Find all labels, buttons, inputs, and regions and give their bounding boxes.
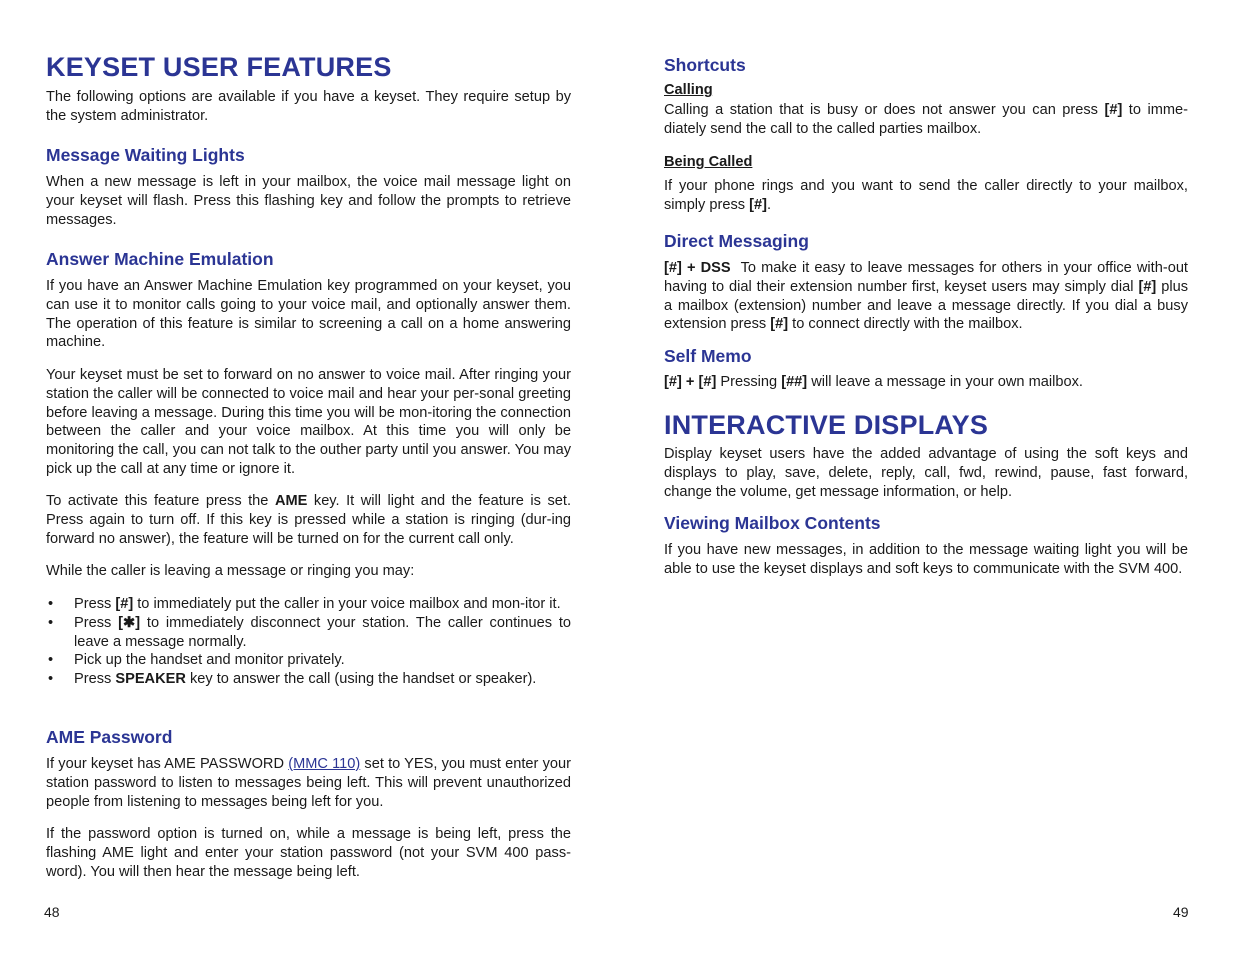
page-title: KEYSET USER FEATURES [46, 52, 392, 82]
bullet: • [48, 596, 54, 612]
list-item: • Press SPEAKER key to answer the call (using the handset or speaker). [48, 671, 537, 688]
bullet: • [48, 614, 54, 631]
bullet: • [48, 671, 54, 688]
page-number-right: 49 [1173, 904, 1189, 920]
section-heading-shortcuts: Shortcuts [664, 55, 746, 75]
ame-paragraph-4: While the caller is leaving a message or ringing you may: [46, 563, 415, 579]
ame-paragraph-1: If you have an Answer Machine Emulation key programmed on your keyset, you can use it to monitor calls going to your voice mail, and optionally answer them. The operation of this feature is similar to screening a call on a home answering machine. [46, 278, 571, 351]
section-heading-message-waiting-lights: Message Waiting Lights [46, 145, 245, 165]
ame-password-paragraph-2: If the password option is turned on, while a message is being left, press the flashing AME light and enter your station password (not your SVM 400 pass-word). You will then hear the message being left. [46, 826, 571, 880]
viewing-mailbox-paragraph: If you have new messages, in addition to the message waiting light you will be able to use the keyset displays and soft keys to communicate with the SVM 400. [664, 542, 1188, 577]
self-memo-paragraph: [#] + [#] Pressing [##] will leave a message in your own mailbox. [664, 374, 1083, 390]
direct-messaging-paragraph: [#] + DSS To make it easy to leave messages for others in your office with-out having to dial their extension number first, keyset users may simply dial [#] plus a mailbox (extension) number and leave a message directly. If you dial a busy extension press [#] to connect directly with the mailbox. [664, 260, 1193, 333]
list-item: • Pick up the handset and monitor privately. [48, 652, 345, 669]
bullet: • [48, 652, 54, 669]
section-heading-viewing-mailbox-contents: Viewing Mailbox Contents [664, 513, 881, 533]
section-title-interactive-displays: INTERACTIVE DISPLAYS [664, 410, 989, 440]
subheading-calling: Calling [664, 82, 713, 98]
mmc-110-link[interactable]: (MMC 110) [288, 756, 361, 772]
ame-paragraph-2: Your keyset must be set to forward on no answer to voice mail. After ringing your station the caller will be connected to voice mail and hear your per-sonal greeting before leaving a message. During this time you will be mon-itoring the connection between the caller and your voice mailbox. At this time you will only be monitoring the call, you can not talk to the outher party until you answer. You may pick up the call at any time or ignore it. [46, 367, 571, 477]
list-item: • Press [#] to immediately put the caller in your voice mailbox and mon-itor it. [48, 596, 561, 612]
section-heading-direct-messaging: Direct Messaging [664, 231, 809, 251]
message-waiting-paragraph: When a new message is left in your mailbox, the voice mail message light on your keyset will flash. Press this flashing key and follow the prompts to retrieve messages. [46, 174, 571, 228]
section-heading-answer-machine-emulation: Answer Machine Emulation [46, 249, 274, 269]
interactive-displays-paragraph: Display keyset users have the added advantage of using the soft keys and displays to play, save, delete, reply, call, fwd, rewind, pause, fast forward, change the volume, get message information, or help. [664, 446, 1188, 500]
ame-key-label: AME [274, 493, 308, 509]
ame-options-list [46, 595, 571, 689]
section-heading-self-memo: Self Memo [664, 346, 752, 366]
section-heading-ame-password: AME Password [46, 727, 173, 747]
ame-paragraph-3: To activate this feature press the AME key. It will light and the feature is set. Press again to turn off. If this key is pressed while a station is ringing (dur-ing forward no answer), the feature will be turned on for the current call only. [46, 493, 571, 547]
page-number-left: 48 [44, 904, 60, 920]
list-item: • Press [✱] to immediately disconnect your station. The caller continues to leave a message normally. [48, 614, 572, 650]
calling-paragraph: Calling a station that is busy or does not answer you can press [#] to imme-diately send the call to the called parties mailbox. [664, 102, 1188, 137]
being-called-paragraph: If your phone rings and you want to send the caller directly to your mailbox, simply press [#]. [664, 178, 1188, 213]
ame-password-paragraph-1: If your keyset has AME PASSWORD (MMC 110) set to YES, you must enter your station password to listen to messages being left. This will prevent unauthorized people from listening to messages being left for you. [46, 756, 571, 810]
subheading-being-called: Being Called [664, 154, 753, 170]
intro-paragraph: The following options are available if you have a keyset. They require setup by the system administrator. [46, 89, 571, 124]
